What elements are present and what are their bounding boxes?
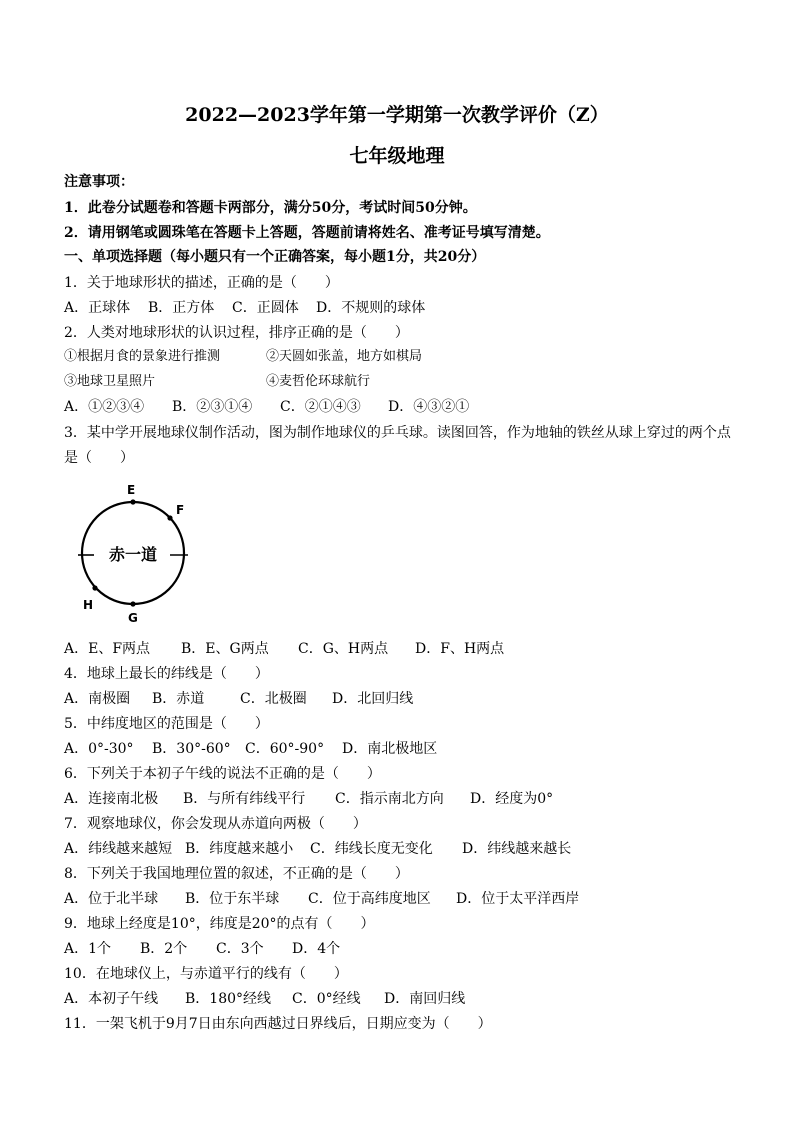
option-d: D．纬线越来越长 bbox=[462, 841, 572, 857]
option-c: C．正圆体 bbox=[232, 300, 299, 316]
option-d: D．位于太平洋西岸 bbox=[456, 891, 580, 907]
question-7-options bbox=[64, 840, 571, 858]
notice-item-1: 1．此卷分试题卷和答题卡两部分，满分50分，考试时间50分钟。 bbox=[64, 200, 477, 216]
question-10-options bbox=[64, 990, 465, 1008]
option-c: C．3个 bbox=[216, 941, 264, 957]
question-2-items-row1 bbox=[64, 348, 422, 366]
point-h-dot bbox=[92, 585, 97, 590]
question-1-options bbox=[64, 299, 425, 317]
option-c: C．指示南北方向 bbox=[335, 791, 444, 807]
option-b: B．2个 bbox=[140, 941, 188, 957]
exam-subtitle: 七年级地理 bbox=[349, 145, 445, 167]
option-a: A．正球体 bbox=[64, 300, 131, 316]
question-3-options bbox=[64, 640, 504, 658]
notice-item-2: 2．请用钢笔或圆珠笔在答题卡上答题，答题前请将姓名、准考证号填写清楚。 bbox=[64, 225, 550, 241]
option-a: A．纬线越来越短 bbox=[64, 841, 173, 857]
question-4-stem: 4．地球上最长的纬线是（ ） bbox=[64, 666, 269, 682]
ping-pong-globe-figure bbox=[72, 478, 202, 628]
question-3-stem-line2: 是（ ） bbox=[64, 450, 134, 466]
option-c: C．北极圈 bbox=[240, 691, 307, 707]
option-d: D．4个 bbox=[292, 941, 341, 957]
question-6-options bbox=[64, 790, 553, 808]
option-d: D．经度为0° bbox=[470, 791, 554, 807]
option-d: D．F、H两点 bbox=[415, 641, 505, 657]
option-d: D．不规则的球体 bbox=[316, 300, 426, 316]
option-c: C．60°-90° bbox=[245, 741, 325, 757]
exam-title: 2022—2023学年第一学期第一次教学评价（Z） bbox=[185, 104, 609, 126]
option-a: A．E、F两点 bbox=[64, 641, 151, 657]
statement-3: ③地球卫星照片 bbox=[64, 374, 156, 389]
option-d: D．南回归线 bbox=[384, 991, 466, 1007]
option-a: A．连接南北极 bbox=[64, 791, 159, 807]
question-9-options bbox=[64, 940, 340, 958]
statement-1: ①根据月食的景象进行推测 bbox=[64, 349, 221, 364]
statement-4: ④麦哲伦环球航行 bbox=[266, 374, 371, 389]
notice-heading: 注意事项： bbox=[64, 174, 134, 190]
question-9-stem: 9．地球上经度是10°，纬度是20°的点有（ ） bbox=[64, 916, 375, 932]
question-8-options bbox=[64, 890, 579, 908]
option-c: C．0°经线 bbox=[292, 991, 361, 1007]
option-b: B．正方体 bbox=[148, 300, 215, 316]
option-b: B．②③①④ bbox=[172, 399, 253, 415]
question-7-stem: 7．观察地球仪，你会发现从赤道向两极（ ） bbox=[64, 816, 367, 832]
point-g-label: G bbox=[128, 611, 138, 625]
option-b: B．180°经线 bbox=[185, 991, 272, 1007]
option-b: B．30°-60° bbox=[152, 741, 231, 757]
point-g-dot bbox=[130, 601, 135, 606]
point-h-label: H bbox=[83, 598, 94, 612]
question-10-stem: 10．在地球仪上，与赤道平行的线有（ ） bbox=[64, 966, 348, 982]
point-f-label: F bbox=[176, 503, 185, 517]
option-a: A．1个 bbox=[64, 941, 112, 957]
question-6-stem: 6．下列关于本初子午线的说法不正确的是（ ） bbox=[64, 766, 381, 782]
option-a: A．位于北半球 bbox=[64, 891, 159, 907]
question-2-stem: 2．人类对地球形状的认识过程，排序正确的是（ ） bbox=[64, 325, 409, 341]
question-8-stem: 8．下列关于我国地理位置的叙述，不正确的是（ ） bbox=[64, 866, 409, 882]
point-e-label: E bbox=[127, 483, 136, 497]
option-d: D．④③②① bbox=[388, 399, 470, 415]
option-b: B．E、G两点 bbox=[181, 641, 269, 657]
question-2-options bbox=[64, 398, 469, 416]
statement-2: ②天圆如张盖，地方如棋局 bbox=[266, 349, 423, 364]
option-a: A．①②③④ bbox=[64, 399, 145, 415]
option-d: D．北回归线 bbox=[332, 691, 414, 707]
section-heading: 一、单项选择题（每小题只有一个正确答案，每小题1分，共20分） bbox=[64, 249, 486, 265]
option-b: B．位于东半球 bbox=[185, 891, 280, 907]
option-b: B．赤道 bbox=[152, 691, 205, 707]
point-f-dot bbox=[167, 515, 172, 520]
question-5-stem: 5．中纬度地区的范围是（ ） bbox=[64, 716, 269, 732]
option-a: A．0°-30° bbox=[64, 741, 134, 757]
option-c: C．G、H两点 bbox=[298, 641, 389, 657]
question-5-options bbox=[64, 740, 437, 758]
option-b: B．与所有纬线平行 bbox=[183, 791, 306, 807]
point-e-dot bbox=[130, 499, 135, 504]
option-c: C．纬线长度无变化 bbox=[310, 841, 433, 857]
question-2-items-row2 bbox=[64, 373, 370, 391]
option-a: A．南极圈 bbox=[64, 691, 131, 707]
option-a: A．本初子午线 bbox=[64, 991, 159, 1007]
option-c: C．②①④③ bbox=[280, 399, 361, 415]
option-c: C．位于高纬度地区 bbox=[308, 891, 431, 907]
equator-label: 赤一道 bbox=[108, 545, 158, 564]
question-1-stem: 1．关于地球形状的描述，正确的是（ ） bbox=[64, 275, 339, 291]
question-11-stem: 11．一架飞机于9月7日由东向西越过日界线后，日期应变为（ ） bbox=[64, 1016, 492, 1032]
option-d: D．南北极地区 bbox=[342, 741, 438, 757]
question-4-options bbox=[64, 690, 413, 708]
option-b: B．纬度越来越小 bbox=[185, 841, 294, 857]
question-3-stem-line1: 3．某中学开展地球仪制作活动，图为制作地球仪的乒乓球。读图回答，作为地轴的铁丝从球上穿过的两个点 bbox=[64, 425, 731, 441]
